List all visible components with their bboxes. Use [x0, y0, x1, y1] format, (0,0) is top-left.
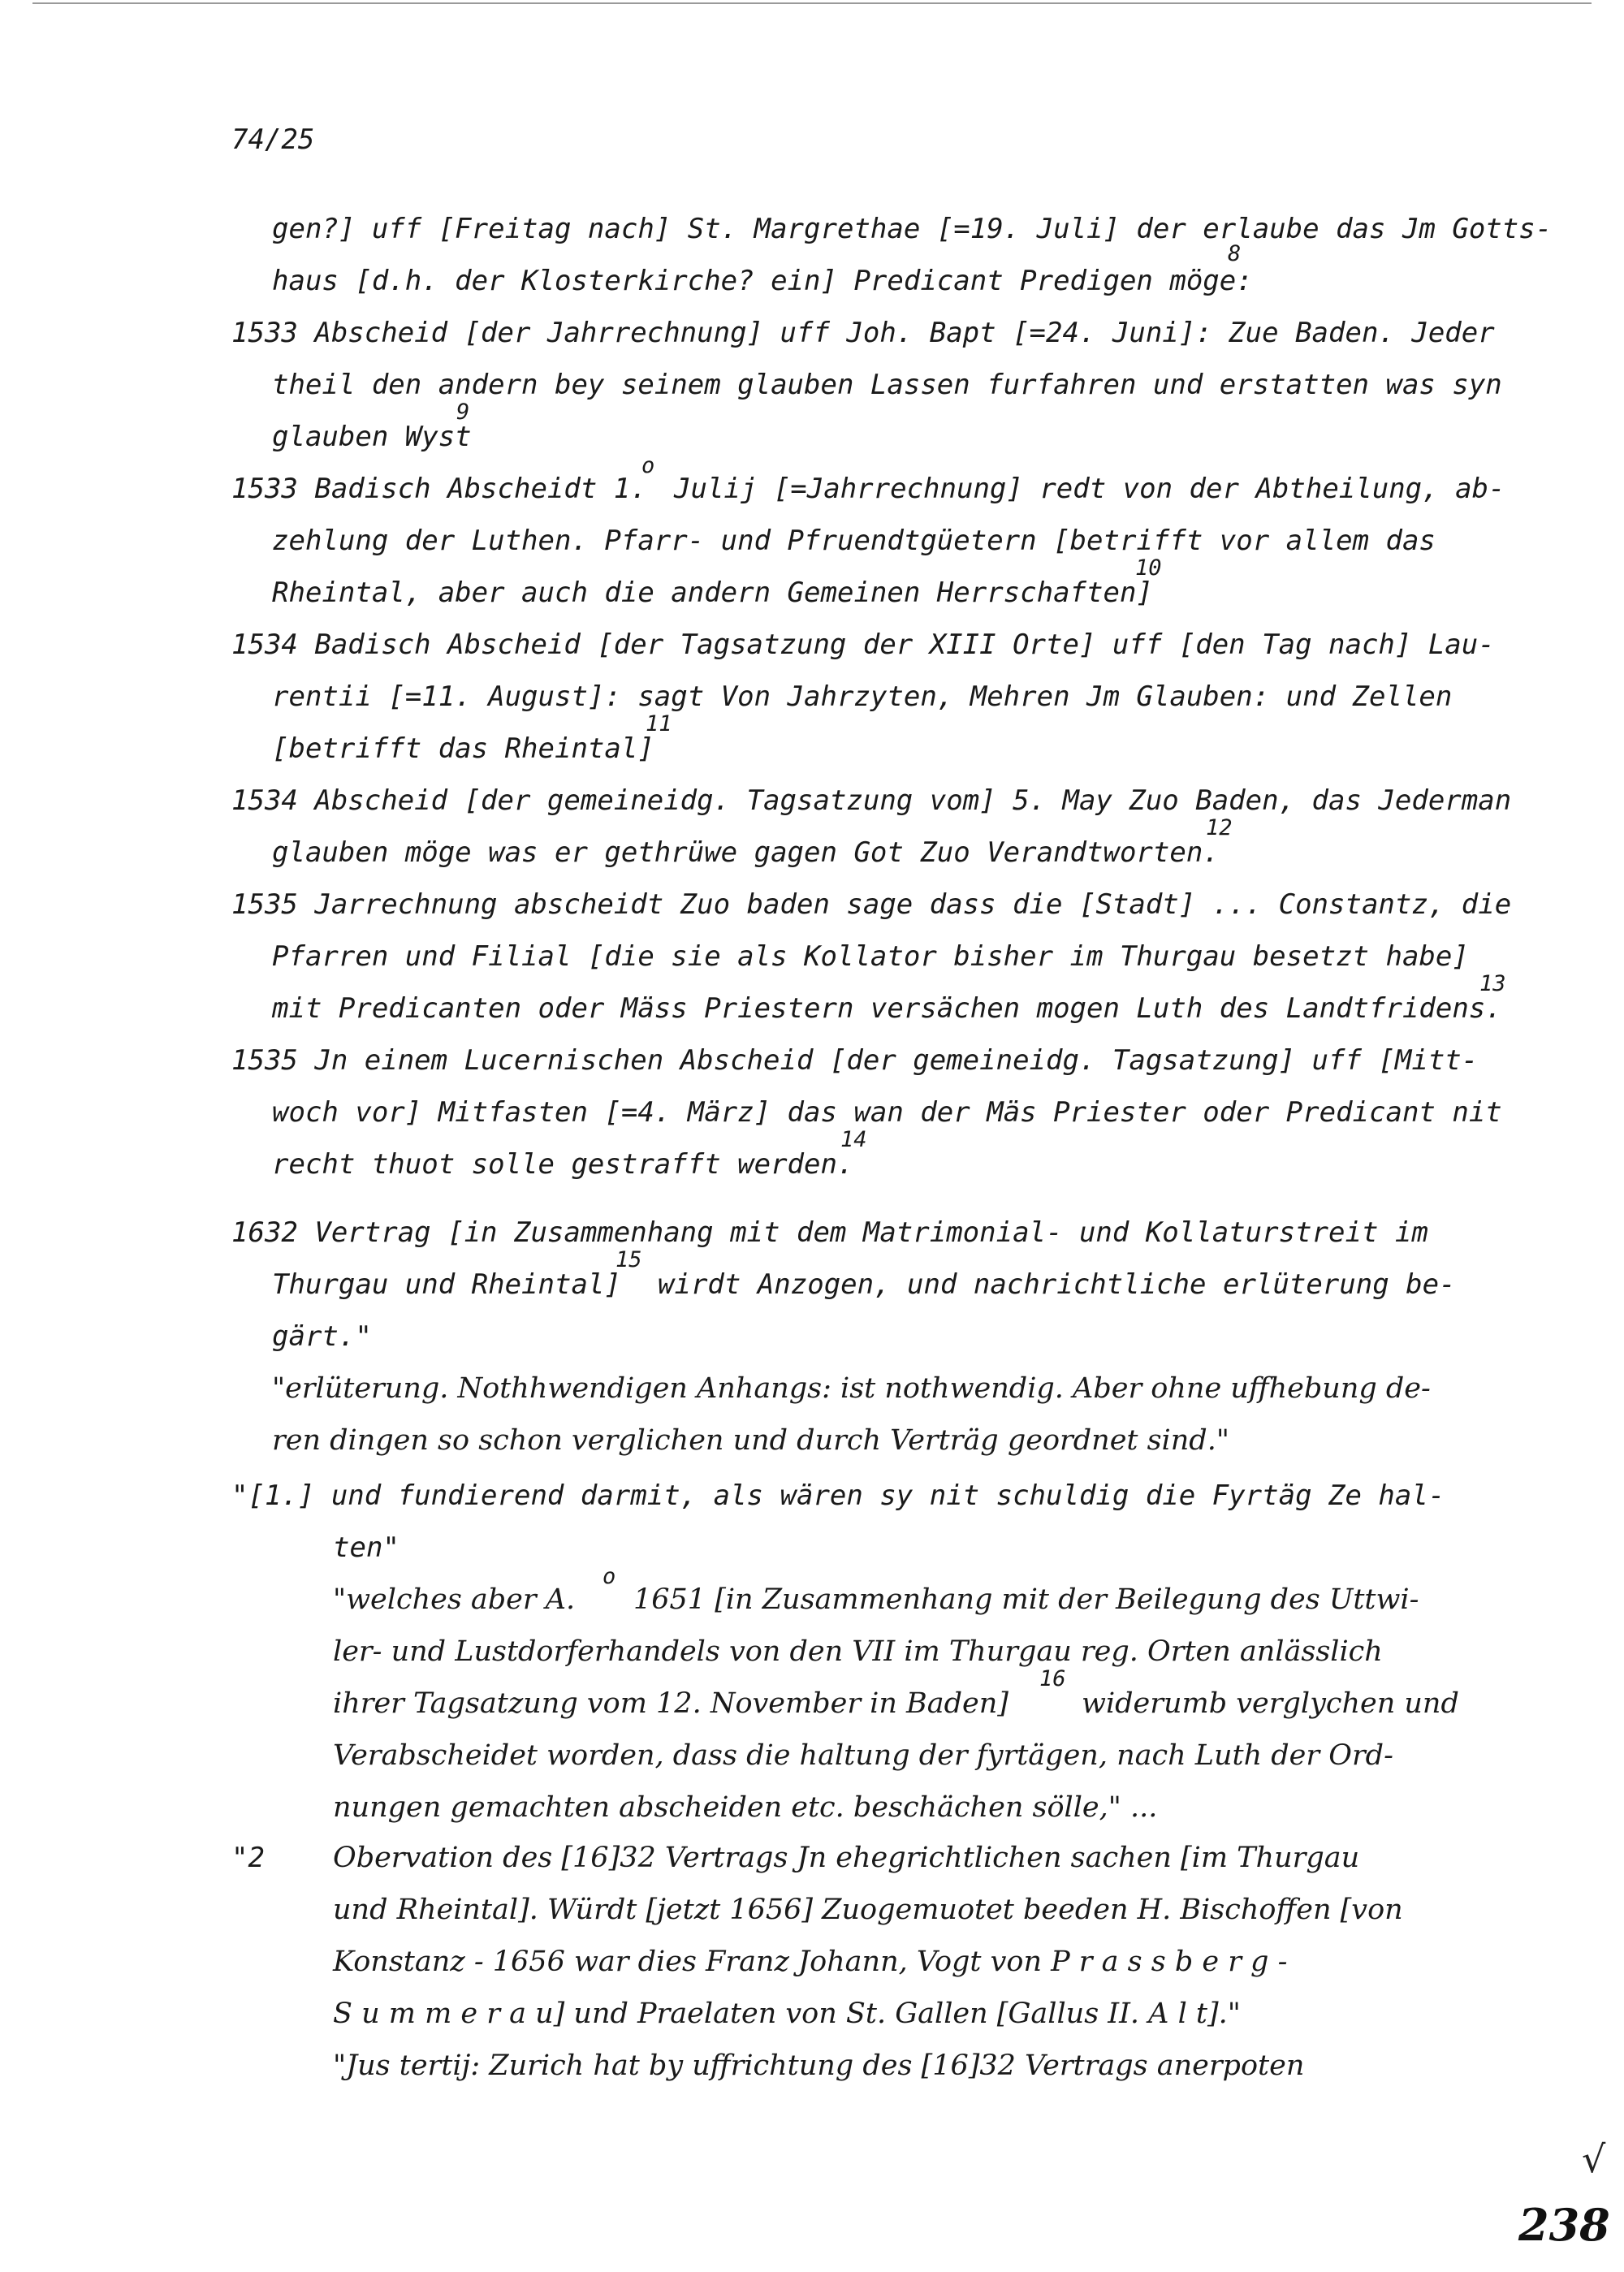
text-line: glauben möge was er gethrüwe gagen Got Zuo Verandtworten.	[272, 836, 1220, 869]
text-line: widerumb verglychen und	[1082, 1687, 1459, 1720]
text-line: Konstanz - 1656 war dies Franz Johann, Vogt von P r a s s b e r g -	[333, 1946, 1288, 1978]
text-line: Rheintal, aber auch die andern Gemeinen Herrschaften]	[272, 577, 1153, 609]
text-line: und Rheintal]. Würdt [jetzt 1656] Zuogemuotet beeden H. Bischoffen [von	[333, 1894, 1403, 1926]
text-line: zehlung der Luthen. Pfarr- und Pfruendtgüetern [betrifft vor allem das	[272, 525, 1436, 557]
text-line: rentii [=11. August]: sagt Von Jahrzyten, Mehren Jm Glauben: und Zellen	[272, 680, 1453, 713]
text-line: wirdt Anzogen, und nachrichtliche erlüterung be-	[658, 1268, 1456, 1301]
footnote-ref: 9	[456, 400, 470, 425]
check-mark: √	[1582, 2137, 1606, 2181]
text-line: 1651 [in Zusammenhang mit der Beilegung des Uttwi-	[633, 1583, 1419, 1616]
text-line: mit Predicanten oder Mäss Priestern versächen mogen Luth des Landtfridens.	[272, 992, 1502, 1025]
superscript-o: o	[641, 453, 655, 478]
text-line: theil den andern bey seinem glauben Lassen furfahren und erstatten was syn	[272, 369, 1502, 401]
text-line: glauben Wyst	[272, 421, 472, 453]
text-line: [betrifft das Rheintal]	[272, 732, 654, 765]
text-line: Obervation des [16]32 Vertrags Jn ehegrichtlichen sachen [im Thurgau	[333, 1842, 1360, 1874]
footnote-ref: 11	[646, 711, 672, 736]
text-line: 1534 Badisch Abscheid [der Tagsatzung der XIII Orte] uff [den Tag nach] Lau-	[231, 628, 1495, 661]
text-line: 1535 Jarrechnung abscheidt Zuo baden sage dass die [Stadt] ... Constantz, die	[231, 888, 1512, 921]
text-line: S u m m e r a u] und Praelaten von St. Gallen [Gallus II. A l t]."	[333, 1998, 1241, 2030]
footnote-ref: 14	[840, 1127, 867, 1152]
text-line: "[1.] und fundierend darmit, als wären sy nit schuldig die Fyrtäg Ze hal-	[231, 1479, 1445, 1512]
text-line: haus [d.h. der Klosterkirche? ein] Predicant Predigen möge:	[272, 265, 1253, 297]
footnote-ref: 16	[1039, 1666, 1066, 1691]
footnote-ref: 13	[1479, 971, 1506, 996]
text-line: 1632 Vertrag [in Zusammenhang mit dem Matrimonial- und Kollaturstreit im	[231, 1216, 1428, 1249]
text-line: 1535 Jn einem Lucernischen Abscheid [der gemeineidg. Tagsatzung] uff [Mitt-	[231, 1044, 1479, 1077]
text-line: woch vor] Mitfasten [=4. März] das wan der Mäs Priester oder Predicant nit	[272, 1096, 1502, 1129]
page-number: 238	[1518, 2199, 1610, 2251]
text-line: 1533 Abscheid [der Jahrrechnung] uff Joh. Bapt [=24. Juni]: Zue Baden. Jeder	[231, 317, 1495, 349]
document-reference: 74/25	[231, 123, 315, 156]
text-line: recht thuot solle gestrafft werden.	[272, 1148, 854, 1181]
superscript-o: o	[603, 1564, 616, 1589]
text-line: "welches aber A.	[333, 1583, 576, 1616]
text-line: ten"	[333, 1531, 400, 1564]
text-line: Thurgau und Rheintal]	[272, 1268, 621, 1301]
text-line: Pfarren und Filial [die sie als Kollator bisher im Thurgau besetzt habe]	[272, 940, 1469, 973]
text-line: gärt."	[272, 1320, 372, 1353]
footnote-ref: 10	[1135, 555, 1162, 581]
text-line: "Jus tertij: Zurich hat by uffrichtung des [16]32 Vertrags anerpoten	[333, 2050, 1305, 2082]
text-line: "2	[231, 1842, 265, 1874]
text-line: Julij [=Jahrrechnung] redt von der Abtheilung, ab-	[674, 473, 1505, 505]
text-line: ihrer Tagsatzung vom 12. November in Baden]	[333, 1687, 1009, 1720]
scan-edge-line	[32, 2, 1592, 4]
text-line: nungen gemachten abscheiden etc. beschächen sölle," ...	[333, 1791, 1158, 1824]
text-line: ren dingen so schon verglichen und durch Verträg geordnet sind."	[272, 1424, 1229, 1457]
text-line: 1534 Abscheid [der gemeineidg. Tagsatzung vom] 5. May Zuo Baden, das Jederman	[231, 784, 1512, 817]
footnote-ref: 15	[615, 1247, 642, 1272]
footnote-ref: 12	[1206, 815, 1233, 840]
text-line: Verabscheidet worden, dass die haltung der fyrtägen, nach Luth der Ord-	[333, 1739, 1393, 1772]
text-line: gen?] uff [Freitag nach] St. Margrethae [=19. Juli] der erlaube das Jm Gotts-	[272, 213, 1553, 245]
footnote-ref: 8	[1228, 241, 1242, 266]
text-line: ler- und Lustdorferhandels von den VII im Thurgau reg. Orten anlässlich	[333, 1635, 1383, 1668]
text-line: 1533 Badisch Abscheidt 1.	[231, 473, 647, 505]
text-line: "erlüterung. Nothhwendigen Anhangs: ist nothwendig. Aber ohne uffhebung de-	[272, 1372, 1431, 1405]
